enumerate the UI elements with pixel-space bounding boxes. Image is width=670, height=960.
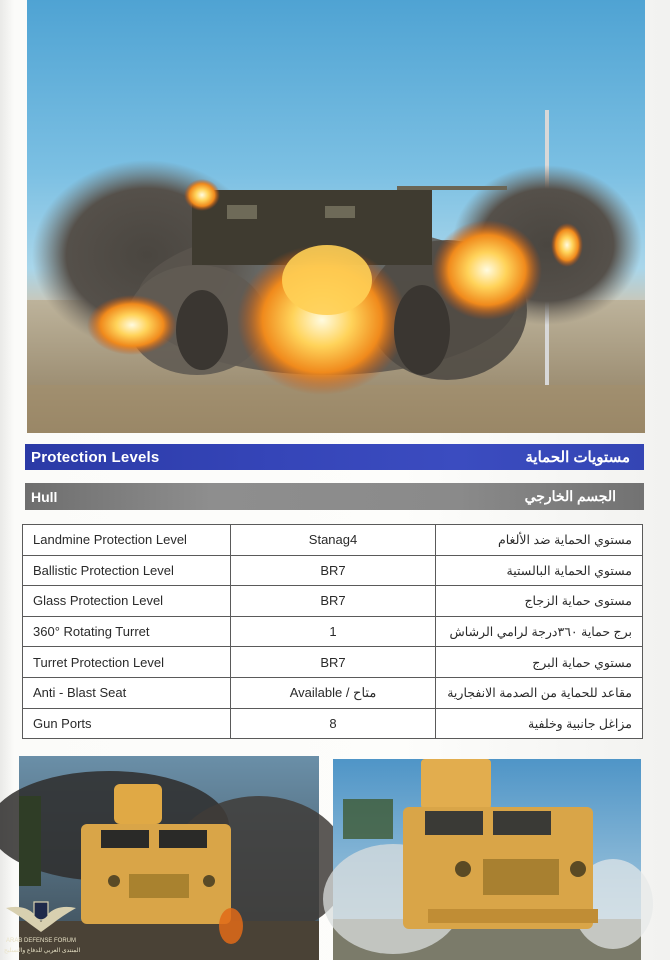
- table-row: [23, 525, 643, 556]
- spec-value: BR7: [231, 647, 436, 678]
- spec-label-en: 360° Rotating Turret: [23, 616, 231, 647]
- hero-blast-test-photo: [27, 0, 645, 433]
- spec-value: 1: [231, 616, 436, 647]
- subsection-title-en: Hull: [31, 488, 58, 505]
- spec-label-en: Glass Protection Level: [23, 586, 231, 617]
- table-row: [23, 586, 643, 617]
- spec-value: BR7: [231, 555, 436, 586]
- spec-label-ar: مستوي حماية البرج: [436, 647, 643, 678]
- spec-label-ar: مستوى حماية الزجاج: [436, 586, 643, 617]
- spec-value: 8: [231, 708, 436, 739]
- watermark-logo: [4, 898, 81, 960]
- section-title-bar: [25, 444, 644, 470]
- spec-value: Stanag4: [231, 525, 436, 556]
- fire-test-photo: [4, 756, 319, 960]
- section-title-ar: مستويات الحماية: [525, 449, 630, 466]
- table-row: [23, 677, 643, 708]
- spec-label-en: Anti - Blast Seat: [23, 677, 231, 708]
- table-row: [23, 555, 643, 586]
- spec-label-ar: مستوي الحماية ضد الألغام: [436, 525, 643, 556]
- spec-label-en: Gun Ports: [23, 708, 231, 739]
- eagle-shield-icon: [4, 898, 78, 938]
- table-row: [23, 708, 643, 739]
- water-test-photo: [333, 759, 641, 960]
- spec-label-ar: مقاعد للحماية من الصدمة الانفجارية: [436, 677, 643, 708]
- table-row: [23, 647, 643, 678]
- watermark-line1: ARAB DEFENSE FORUM: [5, 938, 76, 944]
- spec-label-ar: مزاغل جانبية وخلفية: [436, 708, 643, 739]
- subsection-title-bar: [25, 483, 644, 510]
- watermark-line2: المنتدى العربي للدفاع والتسليح: [4, 948, 81, 954]
- spec-value: BR7: [231, 586, 436, 617]
- spec-label-en: Landmine Protection Level: [23, 525, 231, 556]
- table-row: [23, 616, 643, 647]
- section-title-en: Protection Levels: [31, 448, 160, 466]
- spec-label-en: Turret Protection Level: [23, 647, 231, 678]
- protection-spec-table: [22, 524, 643, 739]
- spec-label-en: Ballistic Protection Level: [23, 555, 231, 586]
- subsection-title-ar: الجسم الخارجي: [524, 488, 616, 504]
- spec-value: Available / متاح: [231, 677, 436, 708]
- spec-label-ar: مستوي الحماية البالستية: [436, 555, 643, 586]
- spec-label-ar: برج حماية ٣٦٠درجة لرامي الرشاش: [436, 616, 643, 647]
